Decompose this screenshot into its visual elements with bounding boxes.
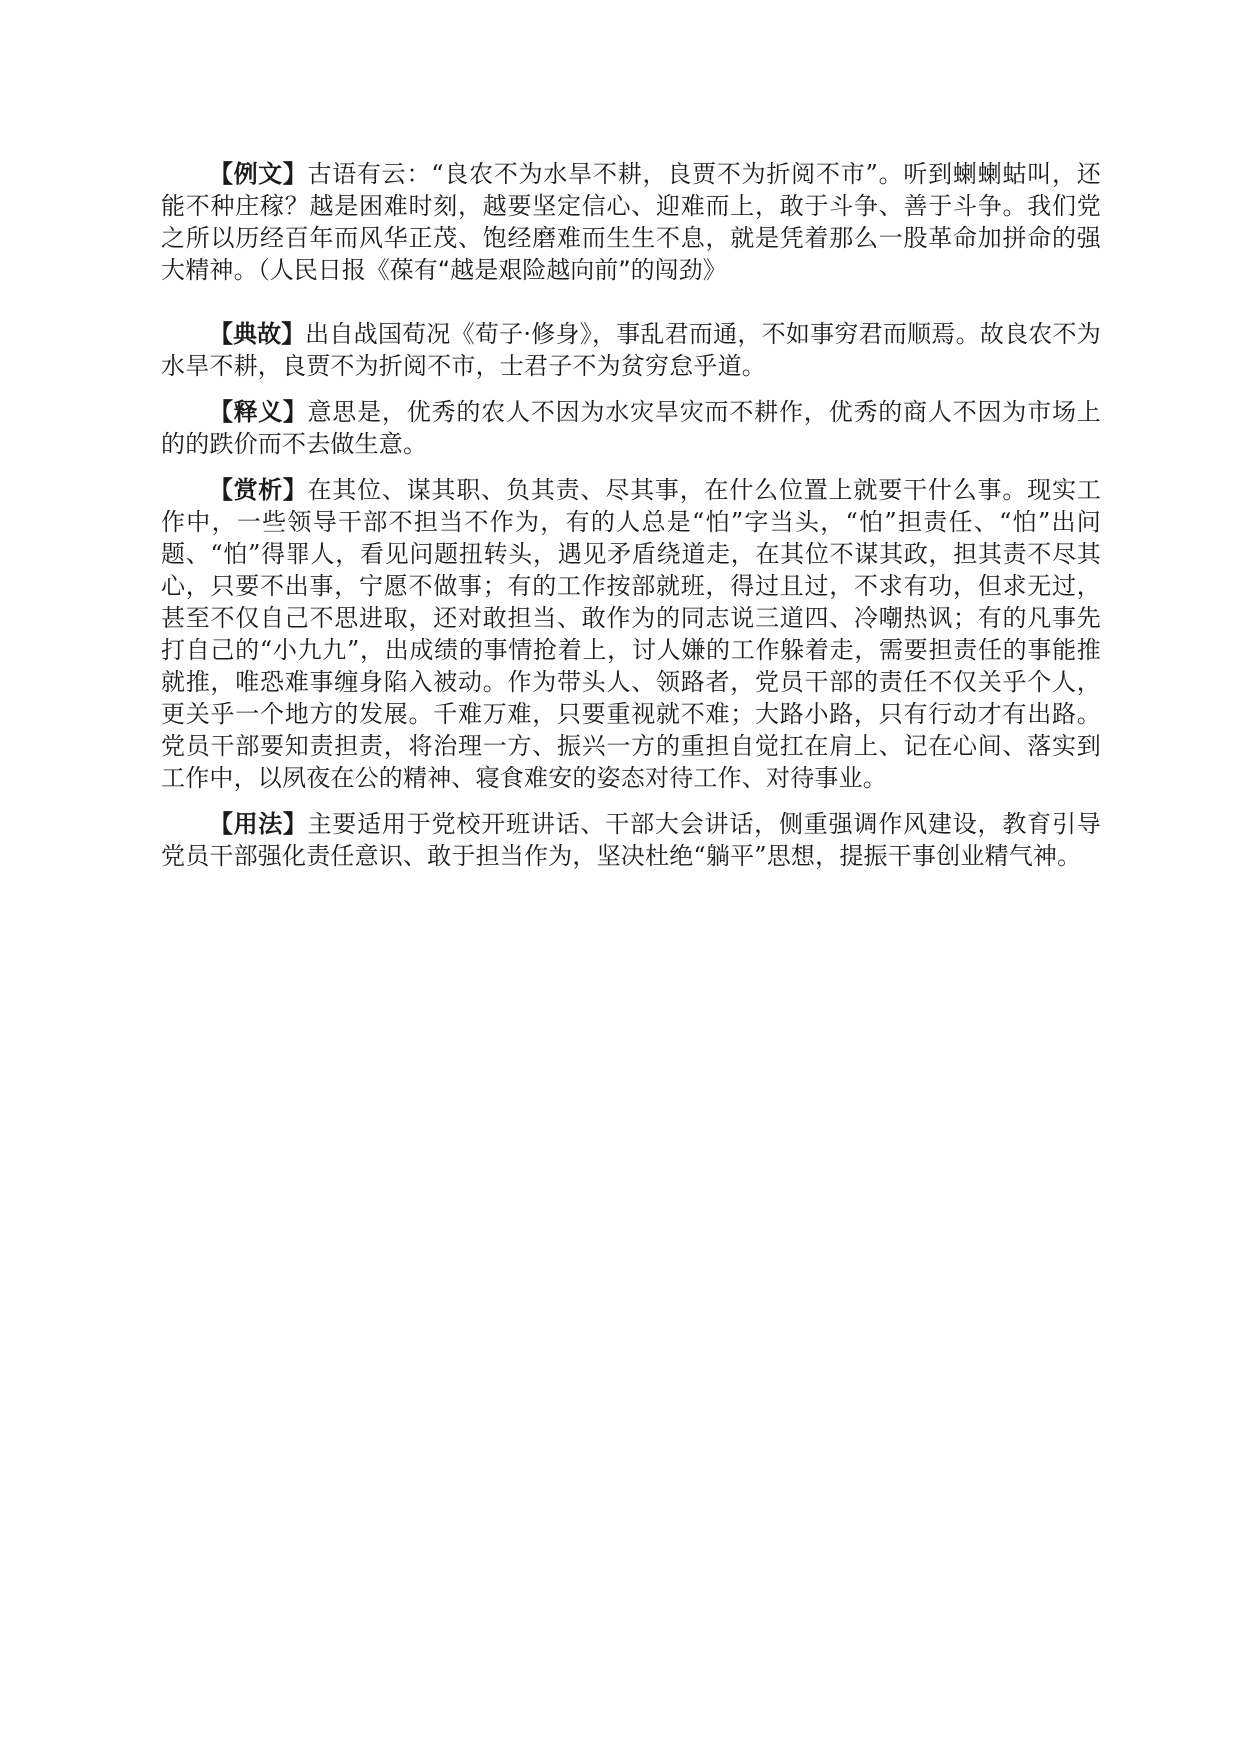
- section-tag-usage: 【用法】: [209, 810, 308, 838]
- appreciation-body: 在其位、谋其职、负其责、尽其事，在什么位置上就要干什么事。现实工作中，一些领导干部不担当不作为，有的人总是“怕”字当头，“怕”担责任、“怕”出问题、“怕”得罪人，看见问题扭转头，遇见矛盾绕道走，在其位不谋其政，担其责不尽其心，只要不出事，宁愿不做事；有的工作按部就班，得过且过，不求有功，但求无过，甚至不仅自己不思进取，还对敢担当、敢作为的同志说三道四、冷嘲热讽；有的凡事先打自己的“小九九”，出成绩的事情抢着上，讨人嫌的工作躲着走，需要担责任的事能推就推，唯恐难事缠身陷入被动。作为带头人、领路者，党员干部的责任不仅关乎个人，更关乎一个地方的发展。千难万难，只要重视就不难；大路小路，只有行动才有出路。党员干部要知责担责，将治理一方、振兴一方的重担自觉扛在肩上、记在心间、落实到工作中，以夙夜在公的精神、寝食难安的姿态对待工作、对待事业。: [161, 476, 1101, 792]
- document-page: [161, 158, 1101, 872]
- section-tag-example: 【例文】: [209, 160, 308, 188]
- section-tag-appreciation: 【赏析】: [209, 476, 308, 504]
- paragraph-appreciation: [161, 474, 1101, 794]
- paragraph-meaning: [161, 396, 1101, 460]
- meaning-body: 意思是，优秀的农人不因为水灾旱灾而不耕作，优秀的商人不因为市场上的的跌价而不去做生意。: [161, 398, 1101, 458]
- allusion-body: 出自战国荀况《荀子·修身》，事乱君而通，不如事穷君而顺焉。故良农不为水旱不耕，良贾不为折阅不市，士君子不为贫穷怠乎道。: [161, 320, 1101, 380]
- section-tag-meaning: 【释义】: [209, 398, 308, 426]
- paragraph-allusion: [161, 318, 1101, 382]
- section-tag-allusion: 【典故】: [209, 320, 306, 348]
- paragraph-example: [161, 158, 1101, 286]
- usage-body: 主要适用于党校开班讲话、干部大会讲话，侧重强调作风建设，教育引导党员干部强化责任意识、敢于担当作为，坚决杜绝“躺平”思想，提振干事创业精气神。: [161, 810, 1101, 870]
- example-source: （人民日报《葆有“越是艰险越向前”的闯劲》: [257, 256, 727, 284]
- example-body: 古语有云：“良农不为水旱不耕，良贾不为折阅不市”。听到蝲蝲蛄叫，还能不种庄稼？越是困难时刻，越要坚定信心、迎难而上，敢于斗争、善于斗争。我们党之所以历经百年而风华正茂、饱经磨难而生生不息，就是凭着那么一股革命加拼命的强大精神。: [161, 160, 1102, 284]
- paragraph-usage: [161, 808, 1101, 872]
